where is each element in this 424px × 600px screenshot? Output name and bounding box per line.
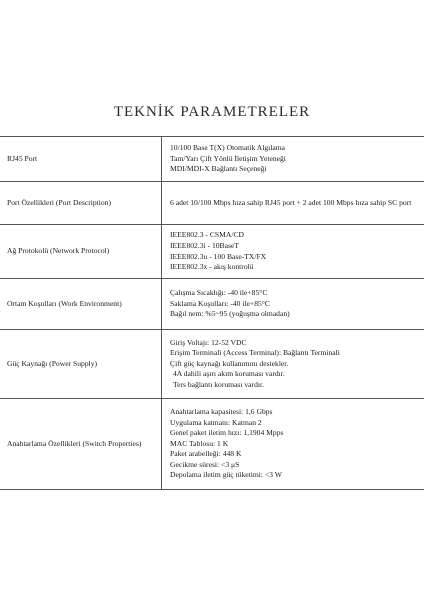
- value-text: 6 adet 10/100 Mbps hıza sahip RJ45 port + 2 adet 100 Mbps hıza sahip SC port: [170, 197, 412, 207]
- value-line: Erişim Terminali (Access Terminal): Bağlantı Terminali: [170, 348, 340, 358]
- value-line: Uygulama katmanı: Katman 2: [170, 417, 262, 427]
- value-line: Bağıl nem: %5~95 (yoğuşma olmadan): [170, 309, 290, 319]
- value-line: IEEE802.3 - CSMA/CD: [170, 230, 245, 240]
- value-line: Tam/Yarı Çift Yönlü İletişim Yeteneği: [170, 153, 286, 163]
- value-line: Saklama Koşulları: -40 ile+85°C: [170, 298, 270, 308]
- row-value: [162, 279, 424, 330]
- table-row: [0, 182, 424, 225]
- value-line: Depolama iletim güç tüketimi: <3 W: [170, 470, 282, 480]
- row-value: [162, 330, 424, 399]
- value-line: IEEE802.3u - 100 Base-TX/FX: [170, 251, 267, 261]
- value-line: Paket arabelleği: 448 K: [170, 449, 242, 459]
- value-line: Ters bağlantı koruması vardır.: [173, 379, 264, 389]
- row-label: Ağ Protokolü (Network Protocol): [0, 225, 162, 279]
- page-title: TEKNİK PARAMETRELER: [113, 104, 311, 120]
- row-label: RJ45 Port: [0, 137, 162, 182]
- row-label: Port Özellikleri (Port Description): [0, 182, 162, 225]
- row-value: [162, 225, 424, 279]
- value-line: Çift güç kaynağı kullanımını destekler.: [170, 358, 289, 368]
- value-line: IEEE802.3x - akış kontrolü: [170, 262, 254, 272]
- row-label: Ortam Koşulları (Work Environment): [0, 279, 162, 330]
- value-line: Genel paket iletim hızı: 1,1904 Mpps: [170, 428, 284, 438]
- value-line: 10/100 Base T(X) Otomatik Algılama: [170, 143, 286, 153]
- table-row: [0, 330, 424, 399]
- value-line: Çalışma Sıcaklığı: -40 ile+85°C: [170, 288, 268, 298]
- table-row: [0, 399, 424, 490]
- value-line: Anahtarlama kapasitesi: 1,6 Gbps: [170, 406, 273, 416]
- table-row: [0, 137, 424, 182]
- row-label: Güç Kaynağı (Power Supply): [0, 330, 162, 399]
- value-line: Giriş Voltajı: 12-52 VDC: [170, 337, 247, 347]
- value-line: MAC Tablosu: 1 K: [170, 438, 229, 448]
- spec-table: [0, 136, 424, 490]
- table-row: [0, 279, 424, 330]
- value-line: MDI/MDI-X Bağlantı Seçeneği: [170, 164, 267, 174]
- row-value: [162, 182, 424, 225]
- row-value: [162, 137, 424, 182]
- row-label: Anahtarlama Özellikleri (Switch Properties): [0, 399, 162, 490]
- table-row: [0, 225, 424, 279]
- row-value: [162, 399, 424, 490]
- value-line: 4A dahili aşırı akım koruması vardır.: [173, 369, 285, 379]
- value-line: Gecikme süresi: <3 μS: [170, 459, 240, 469]
- value-line: IEEE802.3i - 10BaseT: [170, 240, 239, 250]
